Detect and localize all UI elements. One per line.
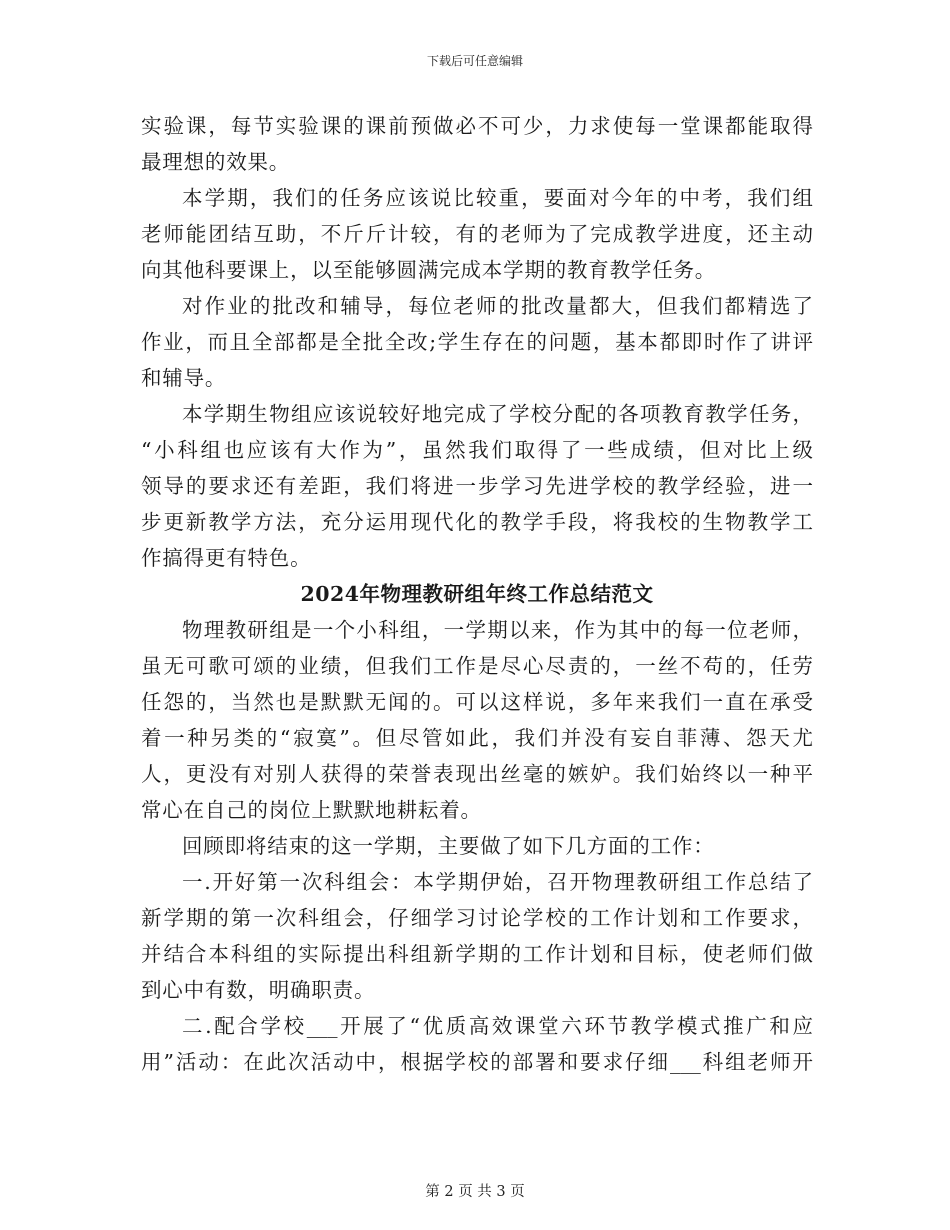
text-line: 步更新教学方法，充分运用现代化的教学手段，将我校的生物教学工 [141,510,813,534]
paragraph-start: 二.配合学校___开展了“优质高效课堂六环节教学模式推广和应 [182,1014,813,1038]
text-line: 和辅导。 [141,366,227,390]
text-line: 着一种另类的“寂寞”。但尽管如此，我们并没有妄自菲薄、怨天尤 [141,726,813,750]
text-line: “小科组也应该有大作为”，虽然我们取得了一些成绩，但对比上级 [141,438,813,462]
text-line: 到心中有数，明确职责。 [141,978,376,1002]
paragraph-start: 本学期，我们的任务应该说比较重，要面对今年的中考，我们组 [182,186,813,210]
text-line: 任怨的，当然也是默默无闻的。可以这样说，多年来我们一直在承受 [141,690,813,714]
paragraph-start: 对作业的批改和辅导，每位老师的批改量都大，但我们都精选了 [182,294,813,318]
page-header: 下载后可任意编辑 [426,54,523,68]
text-line: 实验课，每节实验课的课前预做必不可少，力求使每一堂课都能取得 [141,114,813,138]
text-line: 作搞得更有特色。 [141,546,312,570]
text-line: 并结合本科组的实际提出科组新学期的工作计划和目标，使老师们做 [141,942,813,966]
document-body [141,108,813,1080]
text-line: 老师能团结互助，不斤斤计较，有的老师为了完成教学进度，还主动 [141,222,813,246]
text-line: 虽无可歌可颂的业绩，但我们工作是尽心尽责的，一丝不苟的，任劳 [141,654,813,678]
section-title: 2024年物理教研组年终工作总结范文 [300,582,654,606]
text-line: 用”活动：在此次活动中，根据学校的部署和要求仔细___科组老师开 [141,1050,813,1074]
text-line: 常心在自己的岗位上默默地耕耘着。 [141,798,482,822]
page-footer: 第 2 页 共 3 页 [425,1184,525,1200]
paragraph-start: 物理教研组是一个小科组，一学期以来，作为其中的每一位老师， [182,618,813,642]
text-line: 向其他科要课上，以至能够圆满完成本学期的教育教学任务。 [141,258,717,282]
text-line: 最理想的效果。 [141,150,291,174]
text-line: 人，更没有对别人获得的荣誉表现出丝毫的嫉妒。我们始终以一种平 [141,762,813,786]
paragraph-start: 一.开好第一次科组会：本学期伊始，召开物理教研组工作总结了 [182,870,813,894]
paragraph-start: 本学期生物组应该说较好地完成了学校分配的各项教育教学任务， [182,402,813,426]
text-line: 作业，而且全部都是全批全改;学生存在的问题，基本都即时作了讲评 [141,330,813,354]
paragraph-start: 回顾即将结束的这一学期，主要做了如下几方面的工作： [182,834,715,858]
text-line: 领导的要求还有差距，我们将进一步学习先进学校的教学经验，进一 [141,474,813,498]
text-line: 新学期的第一次科组会，仔细学习讨论学校的工作计划和工作要求， [141,906,813,930]
